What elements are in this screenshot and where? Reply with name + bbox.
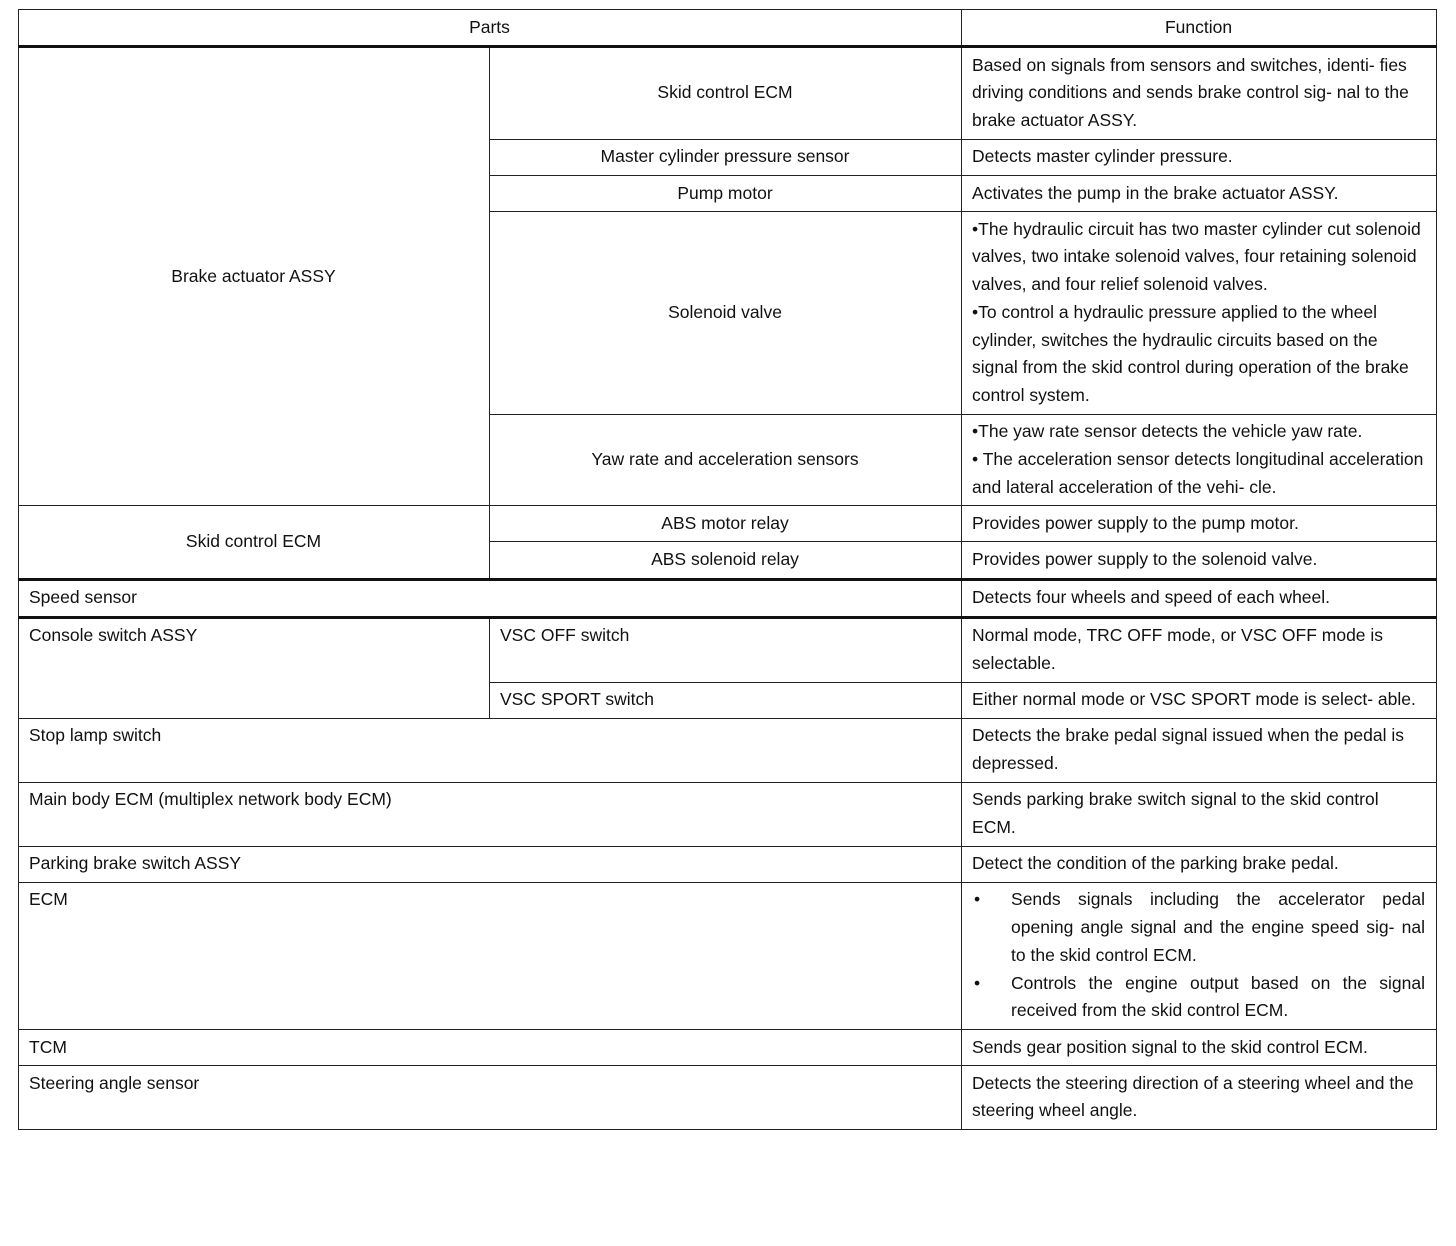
table-row [19, 1066, 1437, 1130]
part-cell: VSC OFF switch [490, 617, 962, 682]
skid-control-ecm-cell: Skid control ECM [19, 506, 490, 579]
function-cell: Provides power supply to the solenoid valve. [962, 542, 1437, 579]
part-cell: Skid control ECM [490, 47, 962, 140]
function-cell: Based on signals from sensors and switches, identi- fies driving conditions and sends brake control sig- nal to the brake actuator ASSY. [962, 47, 1437, 140]
table-row [19, 1030, 1437, 1066]
brake-actuator-assy-cell: Brake actuator ASSY [19, 47, 490, 506]
part-cell: Speed sensor [19, 579, 962, 617]
function-cell: Either normal mode or VSC SPORT mode is select- able. [962, 682, 1437, 718]
function-cell [962, 414, 1437, 506]
function-cell: Sends gear position signal to the skid control ECM. [962, 1030, 1437, 1066]
function-cell: Sends parking brake switch signal to the skid control ECM. [962, 782, 1437, 846]
part-cell: VSC SPORT switch [490, 682, 962, 718]
function-cell: Provides power supply to the pump motor. [962, 506, 1437, 542]
table-row [19, 617, 1437, 682]
function-cell: Detects the brake pedal signal issued when the pedal is depressed. [962, 718, 1437, 782]
function-cell: Detects master cylinder pressure. [962, 139, 1437, 175]
table-row [19, 718, 1437, 782]
part-cell: Stop lamp switch [19, 718, 962, 782]
function-cell: Detect the condition of the parking brake pedal. [962, 846, 1437, 882]
table-row [19, 47, 1437, 140]
part-cell: Yaw rate and acceleration sensors [490, 414, 962, 506]
function-bullet: • Controls the engine output based on the signal received from the skid control ECM. [972, 970, 1425, 1025]
function-cell: Detects the steering direction of a steering wheel and the steering wheel angle. [962, 1066, 1437, 1130]
function-item: •To control a hydraulic pressure applied to the wheel cylinder, switches the hydraulic circuits based on the signal from the skid control during operation of the brake control system. [972, 301, 1409, 405]
part-cell: Parking brake switch ASSY [19, 846, 962, 882]
function-cell: Detects four wheels and speed of each wheel. [962, 579, 1437, 617]
function-bullet: • Sends signals including the accelerator pedal opening angle signal and the engine speed sig- nal to the skid control ECM. [972, 886, 1425, 969]
function-bullet-list [972, 886, 1425, 1025]
function-item: •The hydraulic circuit has two master cylinder cut solenoid valves, two intake solenoid valves, four retaining solenoid valves, and four relief solenoid valves. [972, 218, 1421, 295]
part-cell: Main body ECM (multiplex network body ECM) [19, 782, 962, 846]
part-cell: Steering angle sensor [19, 1066, 962, 1130]
table-row [19, 506, 1437, 542]
table-header-row [19, 10, 1437, 47]
table-row [19, 782, 1437, 846]
table-row [19, 882, 1437, 1029]
function-cell [962, 212, 1437, 414]
parts-column-header: Parts [19, 10, 962, 47]
part-cell: ECM [19, 882, 962, 1029]
part-cell: Pump motor [490, 176, 962, 212]
function-item: • The acceleration sensor detects longitudinal acceleration and lateral acceleration of the vehi- cle. [972, 448, 1424, 497]
part-cell: Master cylinder pressure sensor [490, 139, 962, 175]
parts-function-table [18, 9, 1437, 1130]
part-cell: Solenoid valve [490, 212, 962, 414]
function-cell: Activates the pump in the brake actuator ASSY. [962, 176, 1437, 212]
part-cell: TCM [19, 1030, 962, 1066]
table-row [19, 579, 1437, 617]
function-column-header: Function [962, 10, 1437, 47]
console-switch-assy-cell: Console switch ASSY [19, 617, 490, 718]
part-cell: ABS motor relay [490, 506, 962, 542]
function-cell: Normal mode, TRC OFF mode, or VSC OFF mode is selectable. [962, 617, 1437, 682]
table-row [19, 846, 1437, 882]
part-cell: ABS solenoid relay [490, 542, 962, 579]
function-cell [962, 882, 1437, 1029]
function-item: •The yaw rate sensor detects the vehicle yaw rate. [972, 421, 1363, 442]
